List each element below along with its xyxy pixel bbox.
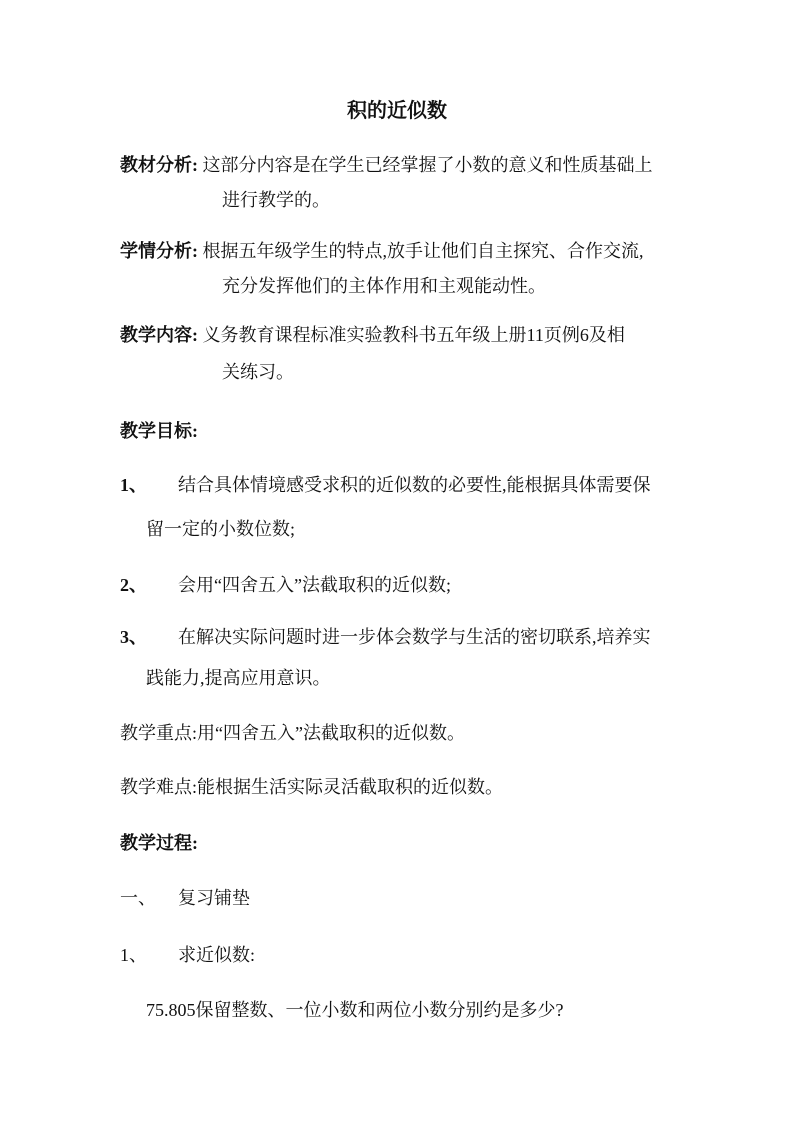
process-step-title: 求近似数: (178, 945, 256, 965)
material-analysis-text-2: 进行教学的。 (222, 190, 330, 210)
key-point: 教学重点:用“四舍五入”法截取积的近似数。 (120, 723, 465, 743)
difficulty-point: 教学难点:能根据生活实际灵活截取积的近似数。 (120, 777, 503, 797)
student-analysis-text-2: 充分发挥他们的主体作用和主观能动性。 (222, 276, 546, 296)
teaching-content-text-1: 义务教育课程标准实验教科书五年级上册11页例6及相 (202, 325, 625, 345)
student-analysis-label: 学情分析: (120, 241, 198, 261)
goal-2-number: 2、 (120, 575, 147, 595)
material-analysis-label: 教材分析: (120, 155, 198, 175)
goal-3-text-2: 践能力,提高应用意识。 (146, 668, 331, 688)
teaching-goals-label: 教学目标: (120, 421, 198, 441)
goal-1-number: 1、 (120, 475, 147, 495)
teaching-content-label: 教学内容: (120, 325, 198, 345)
process-part-title: 复习铺垫 (178, 888, 250, 908)
material-analysis (120, 152, 653, 178)
process-question: 75.805保留整数、一位小数和两位小数分别约是多少? (146, 1000, 564, 1020)
teaching-content (120, 322, 625, 348)
teaching-content-text-2: 关练习。 (222, 362, 294, 382)
goal-3-text-1: 在解决实际问题时进一步体会数学与生活的密切联系,培养实 (178, 627, 651, 647)
process-step-number: 1、 (120, 945, 147, 965)
student-analysis (120, 238, 644, 264)
goal-3-number: 3、 (120, 627, 147, 647)
goal-1-text-2: 留一定的小数位数; (146, 519, 296, 539)
teaching-process-label: 教学过程: (120, 833, 198, 853)
goal-1-text-1: 结合具体情境感受求积的近似数的必要性,能根据具体需要保 (178, 475, 651, 495)
student-analysis-text-1: 根据五年级学生的特点,放手让他们自主探究、合作交流, (202, 241, 644, 261)
process-part-number: 一、 (120, 888, 156, 908)
document-title: 积的近似数 (347, 100, 447, 122)
material-analysis-text-1: 这部分内容是在学生已经掌握了小数的意义和性质基础上 (202, 155, 653, 175)
goal-2-text-1: 会用“四舍五入”法截取积的近似数; (178, 575, 451, 595)
